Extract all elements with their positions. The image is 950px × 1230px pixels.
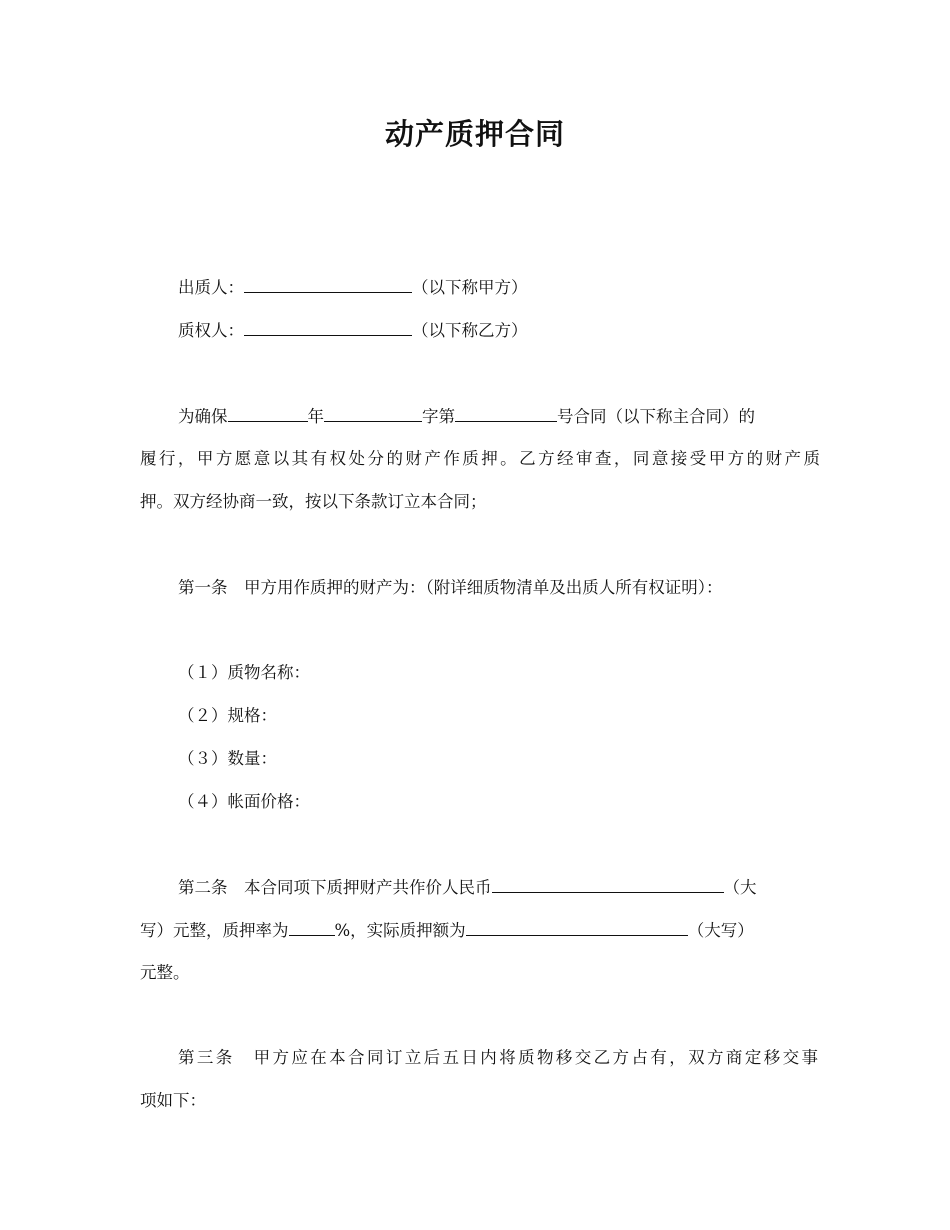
- document-title: 动产质押合同: [384, 117, 565, 151]
- article1-item-3: （３）数量：: [178, 749, 277, 768]
- article2-text-c: 写）元整，质押率为: [140, 921, 289, 940]
- article3-line-1: 第三条 甲方应在本合同订立后五日内将质物移交乙方占有，双方商定移交事: [178, 1048, 818, 1067]
- pledgee-blank[interactable]: [244, 319, 412, 336]
- pledgee-suffix: （以下称乙方）: [412, 321, 528, 340]
- article1-item-1: （１）质物名称：: [178, 663, 310, 682]
- article3-line-2: 项如下：: [140, 1091, 206, 1110]
- preamble-line-2: 履行，甲方愿意以其有权处分的财产作质押。乙方经审查，同意接受甲方的财产质: [140, 449, 820, 468]
- number-blank[interactable]: [455, 405, 557, 422]
- valuation-blank[interactable]: [492, 876, 724, 893]
- preamble-text-3: 字第: [422, 407, 455, 426]
- article1-item-2: （２）规格：: [178, 706, 277, 725]
- preamble-line-3: 押。双方经协商一致，按以下条款订立本合同；: [140, 492, 487, 511]
- preamble-line-1: [178, 405, 818, 428]
- article2-line-3: 元整。: [140, 963, 190, 982]
- article2-line-2: [140, 919, 820, 942]
- article2-text-b: （大: [723, 878, 757, 897]
- article1-item-4: （４）帐面价格：: [178, 792, 310, 811]
- pledge-rate-blank[interactable]: [289, 919, 335, 936]
- article2-line-1: [178, 876, 818, 899]
- pledge-amount-blank[interactable]: [466, 919, 688, 936]
- preamble-text-2: 年: [307, 407, 324, 426]
- article2-text-a: 第二条 本合同项下质押财产共作价人民币: [178, 878, 492, 897]
- pledgor-suffix: （以下称甲方）: [412, 278, 528, 297]
- article2-text-d: %，实际质押额为: [334, 921, 466, 940]
- pledgor-blank[interactable]: [244, 276, 412, 293]
- pledgee-line: [178, 319, 818, 342]
- pledgee-label: 质权人：: [178, 321, 244, 340]
- preamble-text-1: 为确保: [178, 407, 228, 426]
- preamble-text-4: 号合同（以下称主合同）的: [557, 407, 755, 426]
- year-blank[interactable]: [228, 405, 308, 422]
- pledgor-label: 出质人：: [178, 278, 244, 297]
- word-blank[interactable]: [324, 405, 422, 422]
- pledgor-line: [178, 276, 818, 299]
- article1-heading: 第一条 甲方用作质押的财产为：（附详细质物清单及出质人所有权证明）：: [178, 578, 723, 597]
- article2-text-e: （大写）: [687, 921, 754, 940]
